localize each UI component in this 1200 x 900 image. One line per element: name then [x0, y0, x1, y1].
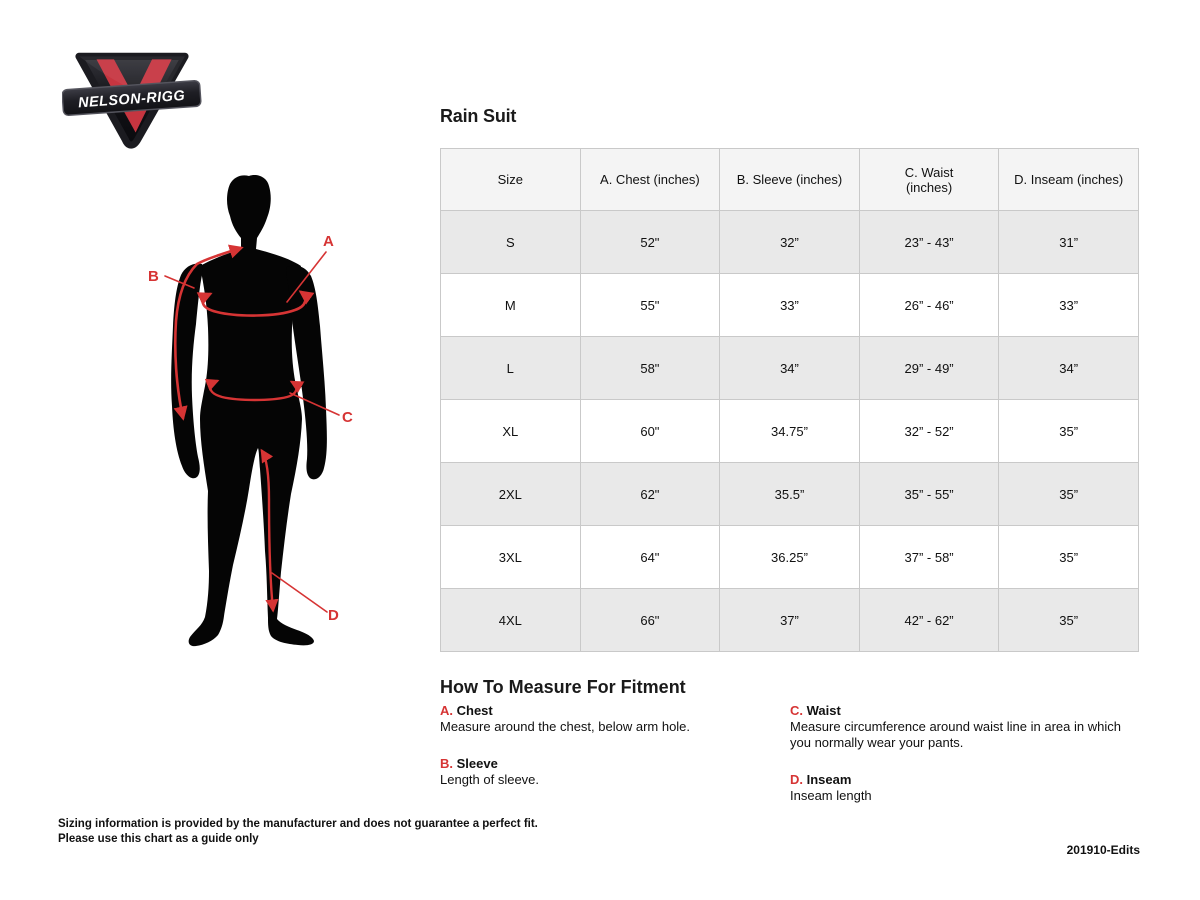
cell-waist: 37” - 58” [859, 526, 999, 589]
label-d-pointer-line [272, 573, 327, 612]
cell-chest: 64" [580, 526, 720, 589]
measure-name: Waist [806, 703, 841, 718]
logo-banner [62, 80, 201, 115]
measure-name: Chest [456, 703, 493, 718]
measure-item-inseam [790, 772, 1140, 804]
cell-chest: 52" [580, 211, 720, 274]
cell-chest: 62" [580, 463, 720, 526]
how-to-measure-column-left [440, 703, 780, 809]
col-header-waist: C. Waist (inches) [859, 149, 999, 211]
table-row-s [441, 211, 1139, 274]
cell-inseam: 35” [999, 463, 1139, 526]
cell-inseam: 35” [999, 526, 1139, 589]
measure-item-title [790, 772, 1140, 788]
cell-size: L [441, 337, 581, 400]
cell-sleeve: 34” [720, 337, 860, 400]
measure-item-sleeve [440, 756, 780, 788]
cell-waist: 42” - 62” [859, 589, 999, 652]
cell-size: XL [441, 400, 581, 463]
measure-letter: D. [790, 772, 803, 787]
measurement-figure [140, 160, 380, 670]
table-row-xl [441, 400, 1139, 463]
cell-sleeve: 32” [720, 211, 860, 274]
cell-sleeve: 36.25” [720, 526, 860, 589]
figure-label-b: B [148, 268, 159, 285]
table-row-4xl [441, 589, 1139, 652]
measure-name: Sleeve [456, 756, 498, 771]
figure-label-a: A [323, 233, 334, 250]
how-to-measure-column-right [790, 703, 1140, 825]
cell-inseam: 31” [999, 211, 1139, 274]
measure-letter: C. [790, 703, 803, 718]
cell-size: S [441, 211, 581, 274]
measure-item-title [790, 703, 1140, 719]
measure-item-waist [790, 703, 1140, 751]
how-to-measure-heading: How To Measure For Fitment [440, 677, 686, 697]
cell-chest: 58" [580, 337, 720, 400]
figure-label-c: C [342, 409, 353, 426]
col-header-sleeve: B. Sleeve (inches) [720, 149, 860, 211]
cell-waist: 35” - 55” [859, 463, 999, 526]
col-header-inseam: D. Inseam (inches) [999, 149, 1139, 211]
disclaimer-line-1: Sizing information is provided by the manufacturer and does not guarantee a perfect fit. [58, 818, 538, 830]
table-row-m [441, 274, 1139, 337]
measure-description: Inseam length [790, 788, 872, 803]
cell-size: 2XL [441, 463, 581, 526]
cell-sleeve: 37” [720, 589, 860, 652]
logo-brand-text: NELSON-RIGG [77, 87, 186, 112]
nelson-rigg-logo [62, 44, 202, 152]
cell-chest: 66" [580, 589, 720, 652]
size-table-header [441, 149, 1139, 211]
cell-size: M [441, 274, 581, 337]
page-title: Rain Suit [440, 106, 517, 126]
cell-waist: 26” - 46” [859, 274, 999, 337]
cell-chest: 55" [580, 274, 720, 337]
measure-description: Measure circumference around waist line in area in which you normally wear your pants. [790, 719, 1121, 750]
cell-sleeve: 35.5” [720, 463, 860, 526]
measure-letter: B. [440, 756, 453, 771]
measure-letter: A. [440, 703, 453, 718]
measure-item-title [440, 703, 780, 719]
document-reference: 201910-Edits [1066, 843, 1140, 857]
measure-description: Length of sleeve. [440, 772, 540, 787]
cell-inseam: 33” [999, 274, 1139, 337]
measure-description: Measure around the chest, below arm hole. [440, 719, 691, 734]
size-table [440, 148, 1139, 652]
cell-inseam: 34” [999, 337, 1139, 400]
cell-sleeve: 34.75” [720, 400, 860, 463]
col-header-chest: A. Chest (inches) [580, 149, 720, 211]
measure-item-title [440, 756, 780, 772]
measure-name: Inseam [806, 772, 852, 787]
disclaimer-line-2: Please use this chart as a guide only [58, 833, 259, 845]
cell-waist: 29” - 49” [859, 337, 999, 400]
figure-label-d: D [328, 607, 339, 624]
table-row-3xl [441, 526, 1139, 589]
measure-item-chest [440, 703, 780, 735]
table-row-l [441, 337, 1139, 400]
cell-inseam: 35” [999, 589, 1139, 652]
col-header-size: Size [441, 149, 581, 211]
cell-waist: 23” - 43” [859, 211, 999, 274]
cell-waist: 32” - 52” [859, 400, 999, 463]
table-row-2xl [441, 463, 1139, 526]
body-silhouette [189, 175, 314, 646]
cell-inseam: 35” [999, 400, 1139, 463]
cell-chest: 60" [580, 400, 720, 463]
cell-size: 4XL [441, 589, 581, 652]
cell-sleeve: 33” [720, 274, 860, 337]
cell-size: 3XL [441, 526, 581, 589]
disclaimer-note [58, 817, 538, 847]
